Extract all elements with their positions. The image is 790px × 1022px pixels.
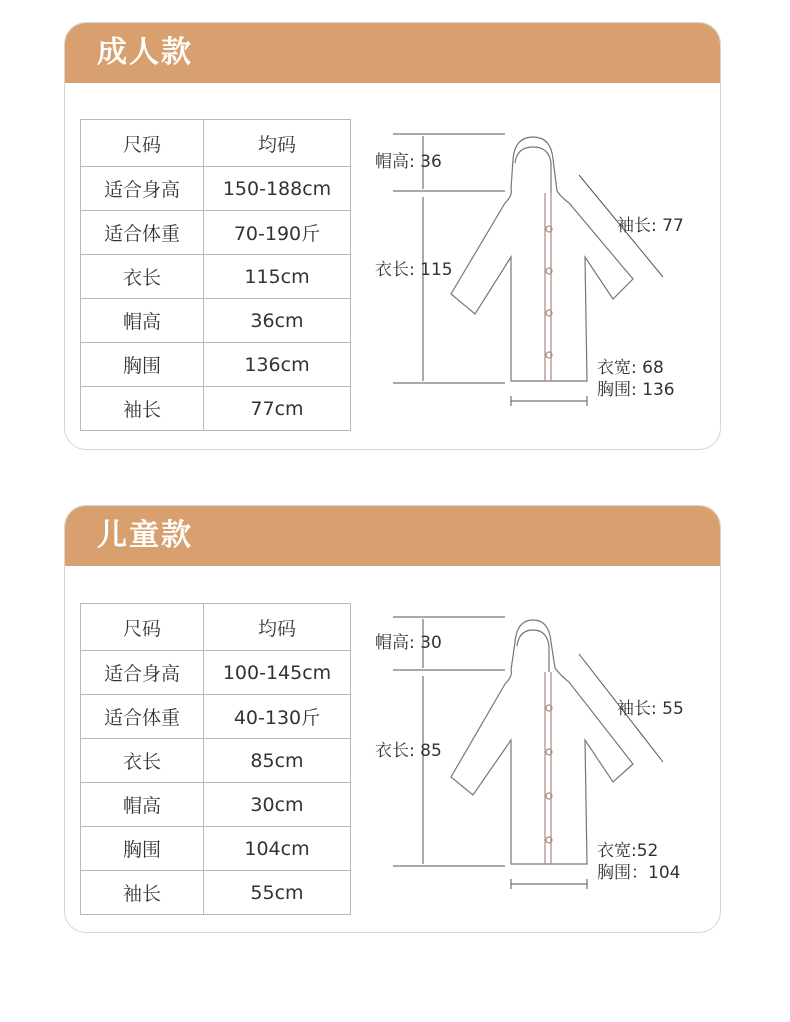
row-label: 帽高: [81, 299, 204, 343]
hood-inner-outline: [515, 147, 551, 193]
sleeve-length-label: 袖长: 77: [617, 216, 684, 236]
width-label: 衣宽: 68: [597, 358, 664, 378]
row-value: 77cm: [204, 387, 351, 431]
row-label: 袖长: [81, 871, 204, 915]
row-value: 30cm: [204, 783, 351, 827]
length-label: 衣长: 85: [375, 741, 442, 761]
table-row: [81, 255, 351, 299]
row-label: 胸围: [81, 343, 204, 387]
row-label: 适合体重: [81, 695, 204, 739]
row-label: 适合身高: [81, 651, 204, 695]
hood-height-label: 帽高: 36: [375, 152, 442, 172]
size-table: [80, 119, 351, 431]
table-row: [81, 120, 351, 167]
row-label: 尺码: [81, 604, 204, 651]
table-row: [81, 827, 351, 871]
section-title: 成人款: [65, 23, 720, 83]
section-title: 儿童款: [65, 506, 720, 566]
row-label: 适合身高: [81, 167, 204, 211]
row-value: 均码: [204, 604, 351, 651]
raincoat-diagram: [365, 119, 705, 419]
child-size-card: [64, 505, 721, 933]
row-value: 36cm: [204, 299, 351, 343]
row-value: 136cm: [204, 343, 351, 387]
row-label: 衣长: [81, 255, 204, 299]
row-label: 适合体重: [81, 211, 204, 255]
row-label: 衣长: [81, 739, 204, 783]
row-value: 85cm: [204, 739, 351, 783]
row-value: 均码: [204, 120, 351, 167]
table-row: [81, 387, 351, 431]
row-label: 尺码: [81, 120, 204, 167]
table-row: [81, 211, 351, 255]
table-row: [81, 604, 351, 651]
adult-size-card: [64, 22, 721, 450]
table-row: [81, 651, 351, 695]
chest-label: 胸围: 136: [597, 380, 675, 400]
row-label: 袖长: [81, 387, 204, 431]
row-value: 115cm: [204, 255, 351, 299]
chest-label: 胸围：104: [597, 863, 681, 883]
table-row: [81, 299, 351, 343]
hood-inner-outline: [517, 630, 549, 672]
row-label: 胸围: [81, 827, 204, 871]
width-label: 衣宽:52: [597, 841, 659, 861]
size-table: [80, 603, 351, 915]
table-row: [81, 343, 351, 387]
raincoat-outline: [451, 620, 633, 864]
raincoat-outline: [451, 137, 633, 381]
row-value: 55cm: [204, 871, 351, 915]
row-label: 帽高: [81, 783, 204, 827]
table-row: [81, 695, 351, 739]
raincoat-diagram: [365, 602, 705, 902]
row-value: 150-188cm: [204, 167, 351, 211]
row-value: 104cm: [204, 827, 351, 871]
table-row: [81, 739, 351, 783]
table-row: [81, 783, 351, 827]
row-value: 70-190斤: [204, 211, 351, 255]
hood-height-label: 帽高: 30: [375, 633, 442, 653]
row-value: 100-145cm: [204, 651, 351, 695]
table-row: [81, 167, 351, 211]
row-value: 40-130斤: [204, 695, 351, 739]
sleeve-length-label: 袖长: 55: [617, 699, 684, 719]
table-row: [81, 871, 351, 915]
length-label: 衣长: 115: [375, 260, 453, 280]
